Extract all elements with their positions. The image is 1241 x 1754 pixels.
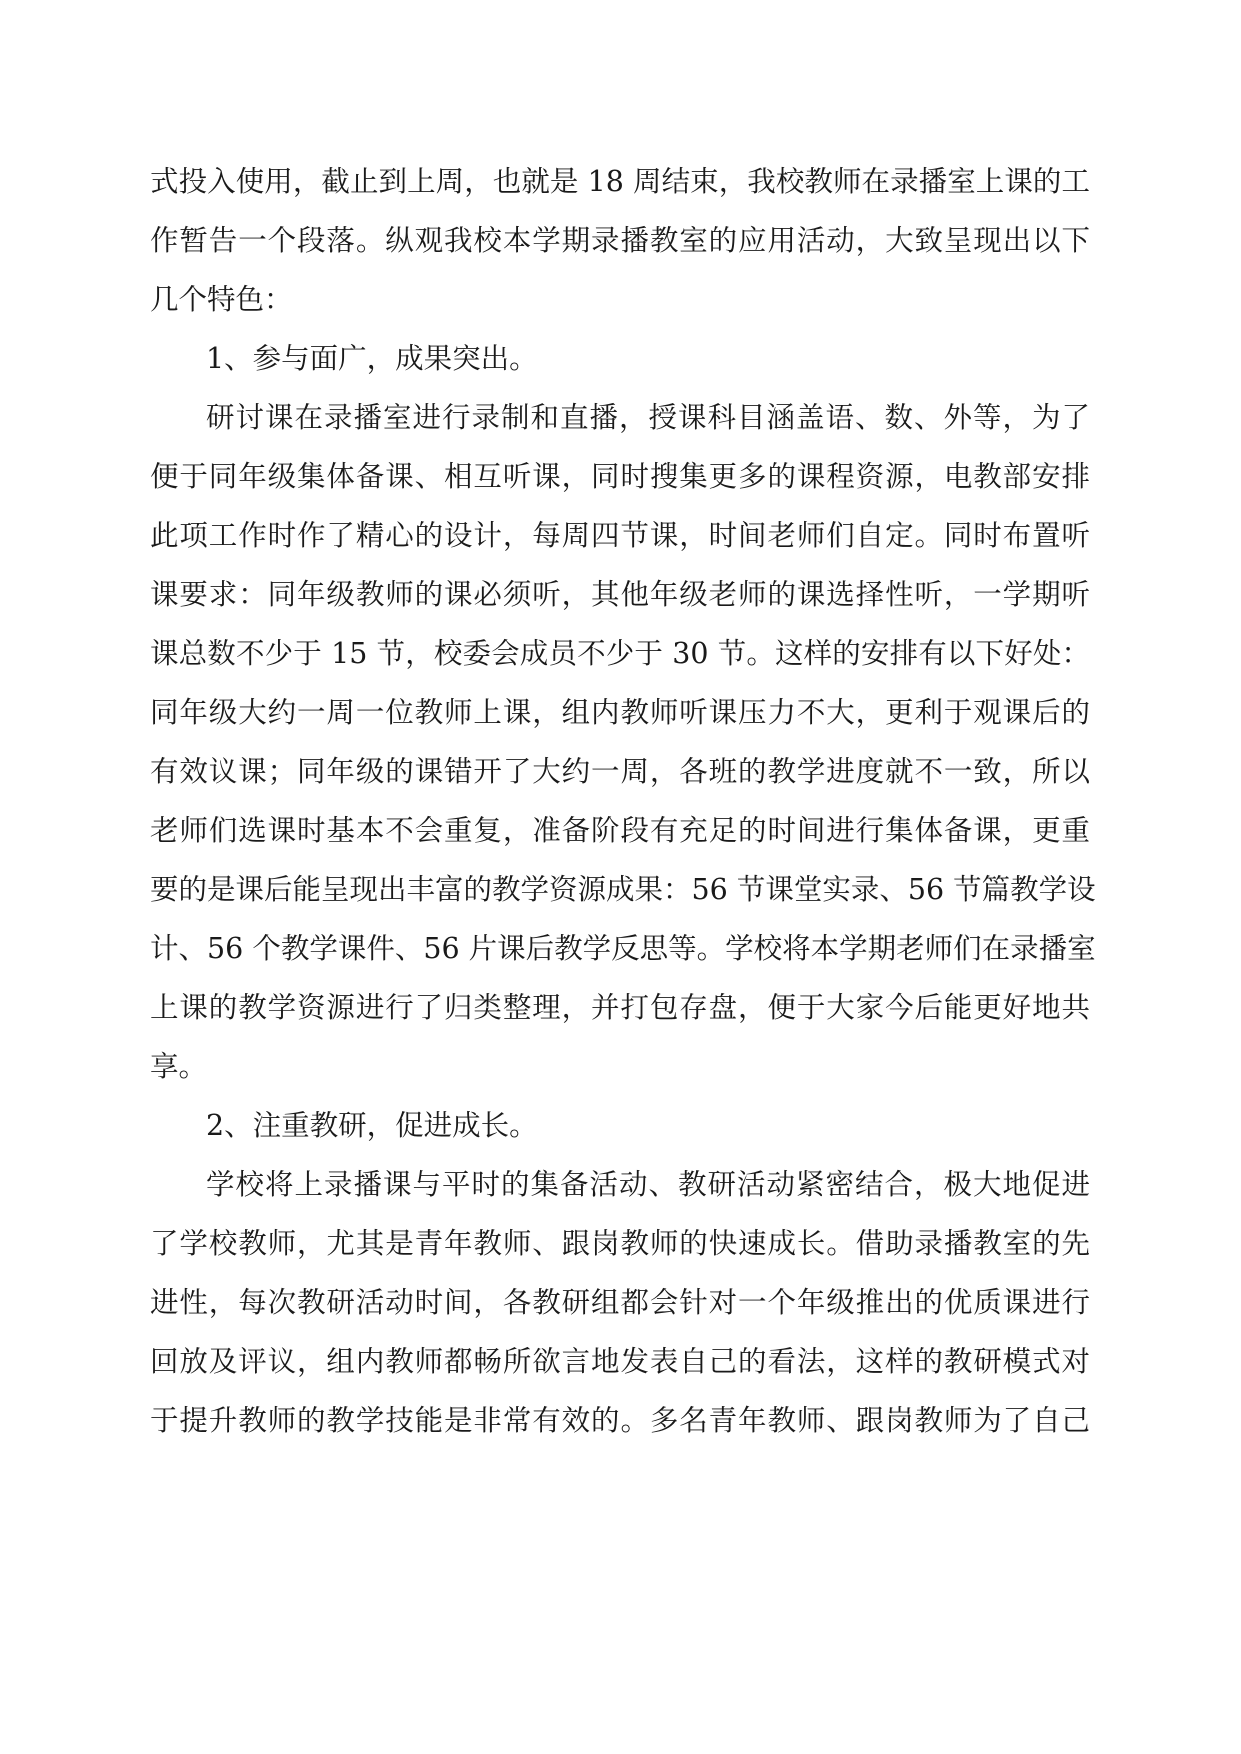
- text-line: 回放及评议，组内教师都畅所欲言地发表自己的看法，这样的教研模式对: [150, 1345, 1090, 1378]
- section-heading: 1、参与面广，成果突出。: [206, 342, 538, 375]
- text-line: 几个特色：: [150, 283, 293, 316]
- text-line: 享。: [150, 1050, 208, 1083]
- text-line: 学校将上录播课与平时的集备活动、教研活动紧密结合，极大地促进: [206, 1168, 1090, 1201]
- text-line: 于提升教师的教学技能是非常有效的。多名青年教师、跟岗教师为了自己: [150, 1404, 1090, 1437]
- text-line: 有效议课；同年级的课错开了大约一周，各班的教学进度就不一致，所以: [150, 755, 1090, 788]
- section-heading: 2、注重教研，促进成长。: [206, 1109, 538, 1142]
- text-line: 作暂告一个段落。纵观我校本学期录播教室的应用活动，大致呈现出以下: [150, 224, 1090, 257]
- text-line: 此项工作时作了精心的设计，每周四节课，时间老师们自定。同时布置听: [150, 519, 1090, 552]
- text-line: 课总数不少于 15 节，校委会成员不少于 30 节。这样的安排有以下好处：: [150, 637, 1090, 670]
- text-line: 要的是课后能呈现出丰富的教学资源成果：56 节课堂实录、56 节篇教学设: [150, 873, 1096, 906]
- text-line: 同年级大约一周一位教师上课，组内教师听课压力不大，更利于观课后的: [150, 696, 1090, 729]
- text-line: 上课的教学资源进行了归类整理，并打包存盘，便于大家今后能更好地共: [150, 991, 1090, 1024]
- text-line: 研讨课在录播室进行录制和直播，授课科目涵盖语、数、外等，为了: [206, 401, 1090, 434]
- text-line: 便于同年级集体备课、相互听课，同时搜集更多的课程资源，电教部安排: [150, 460, 1090, 493]
- text-line: 老师们选课时基本不会重复，准备阶段有充足的时间进行集体备课，更重: [150, 814, 1090, 847]
- text-line: 计、56 个教学课件、56 片课后教学反思等。学校将本学期老师们在录播室: [150, 932, 1096, 965]
- text-line: 进性，每次教研活动时间，各教研组都会针对一个年级推出的优质课进行: [150, 1286, 1090, 1319]
- text-line: 课要求：同年级教师的课必须听，其他年级老师的课选择性听，一学期听: [150, 578, 1090, 611]
- text-line: 了学校教师，尤其是青年教师、跟岗教师的快速成长。借助录播教室的先: [150, 1227, 1090, 1260]
- text-line: 式投入使用，截止到上周，也就是 18 周结束，我校教师在录播室上课的工: [150, 165, 1090, 198]
